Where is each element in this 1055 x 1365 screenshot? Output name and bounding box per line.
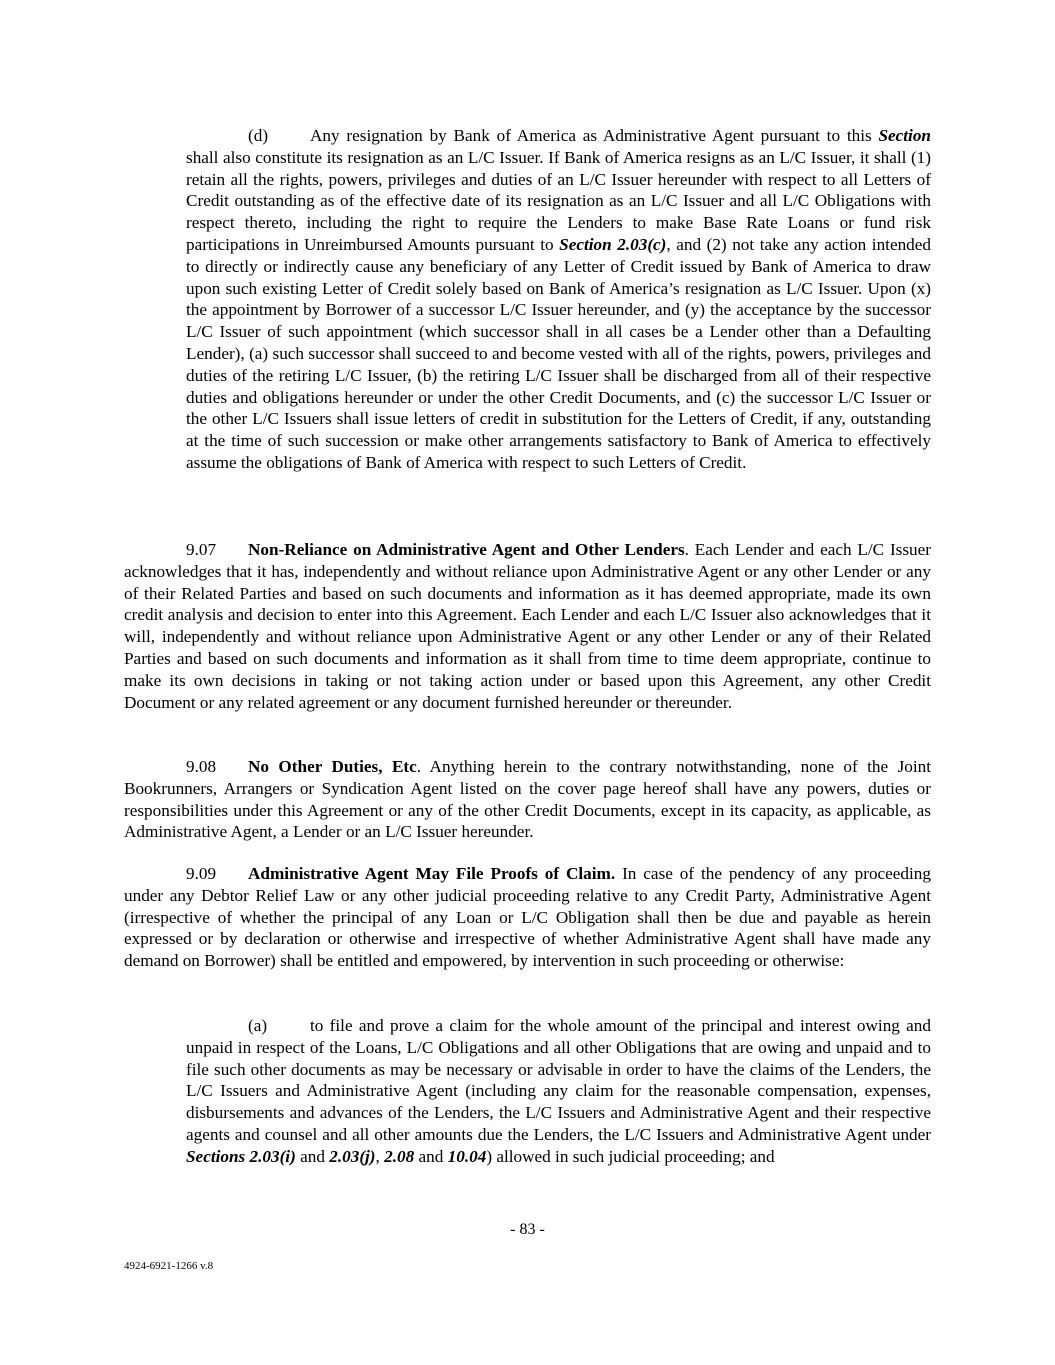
section-9-08: 9.08 No Other Duties, Etc. Anything herein to the contrary notwithstanding, none of the Joint Bookrunners, Arrangers or Syndication Agent listed on the cover page hereof shall have any powers, duties or responsibilities under this Agreement or any of the other Credit Documents, except in its capacity, as applicable, as Administrative Agent, a Lender or an L/C Issuer hereunder. [124,757,931,842]
section-heading: Administrative Agent May File Proofs of Claim. [248,864,616,883]
section-number: 9.08 [186,757,217,776]
paragraph-label: (d) [248,126,269,145]
section-number: 9.07 [186,540,217,559]
section-9-07: 9.07 Non-Reliance on Administrative Agent and Other Lenders. Each Lender and each L/C Issuer acknowledges that it has, independently and without reliance upon Administrative Agent or any other Lender or any of their Related Parties and based on such documents and information as it has deemed appropriate, made its own credit analysis and decision to enter into this Agreement. Each Lender and each L/C Issuer also acknowledges that it will, independently and without reliance upon Administrative Agent or any other Lender or any of their Related Parties and based on such documents and information as it shall from time to time deem appropriate, continue to make its own decisions in taking or not taking action under or based upon this Agreement, any other Credit Document or any related agreement or any document furnished hereunder or thereunder. [124,540,931,712]
section-reference: Section 2.03(c) [559,234,667,254]
paragraph-d: (d) Any resignation by Bank of America as Administrative Agent pursuant to this Section shall also constitute its resignation as an L/C Issuer. If Bank of America resigns as an L/C Issuer, it shall (1) retain all the rights, powers, privileges and duties of an L/C Issuer hereunder with respect to all Letters of Credit outstanding as of the effective date of its resignation as an L/C Issuer and all L/C Obligations with respect thereto, including the right to require the Lenders to make Base Rate Loans or fund risk participations in Unreimbursed Amounts pursuant to Section 2.03(c), and (2) not take any action intended to directly or indirectly cause any beneficiary of any Letter of Credit issued by Bank of America to draw upon such existing Letter of Credit solely based on Bank of America’s resignation as L/C Issuer. Upon (x) the appointment by Borrower of a successor L/C Issuer hereunder, and (y) the acceptance by the successor L/C Issuer of such appointment (which successor shall in all cases be a Lender other than a Defaulting Lender), (a) such successor shall succeed to and become vested with all of the rights, powers, privileges and duties of the retiring L/C Issuer, (b) the retiring L/C Issuer shall be discharged from all of their respective duties and obligations hereunder or under the other Credit Documents, and (c) the successor L/C Issuer or the other L/C Issuers shall issue letters of credit in substitution for the Letters of Credit, if any, outstanding at the time of such succession or make other arrangements satisfactory to Bank of America to effectively assume the obligations of Bank of America with respect to such Letters of Credit. [186,126,931,472]
section-heading: No Other Duties, Etc [248,757,417,776]
paragraph-a: (a) to file and prove a claim for the whole amount of the principal and interest owing and unpaid in respect of the Loans, L/C Obligations and all other Obligations that are owing and unpaid and to file such other documents as may be necessary or advisable in order to have the claims of the Lenders, the L/C Issuers and Administrative Agent (including any claim for the reasonable compensation, expenses, disbursements and advances of the Lenders, the L/C Issuers and Administrative Agent and their respective agents and counsel and all other amounts due the Lenders, the L/C Issuers and Administrative Agent under Sections 2.03(i) and 2.03(j), 2.08 and 10.04) allowed in such judicial proceeding; and [186,1016,931,1166]
page-number: - 83 - [510,1221,545,1238]
document-id: 4924-6921-1266 v.8 [124,1260,214,1272]
section-reference: 2.08 [384,1146,415,1166]
paragraph-label: (a) [248,1016,268,1035]
section-number: 9.09 [186,864,217,883]
section-9-09: 9.09 Administrative Agent May File Proofs of Claim. In case of the pendency of any proceeding under any Debtor Relief Law or any other judicial proceeding relative to any Credit Party, Administrative Agent (irrespective of whether the principal of any Loan or L/C Obligation shall then be due and payable as herein expressed or by declaration or otherwise and irrespective of whether Administrative Agent shall have made any demand on Borrower) shall be entitled and empowered, by intervention in such proceeding or otherwise: [124,864,931,971]
section-reference: 2.03(j) [329,1146,376,1166]
section-reference: 10.04 [447,1146,487,1166]
section-reference: Sections 2.03(i) [186,1146,296,1166]
section-reference: Section [878,126,931,145]
section-heading: Non-Reliance on Administrative Agent and Other Lenders [248,540,685,559]
